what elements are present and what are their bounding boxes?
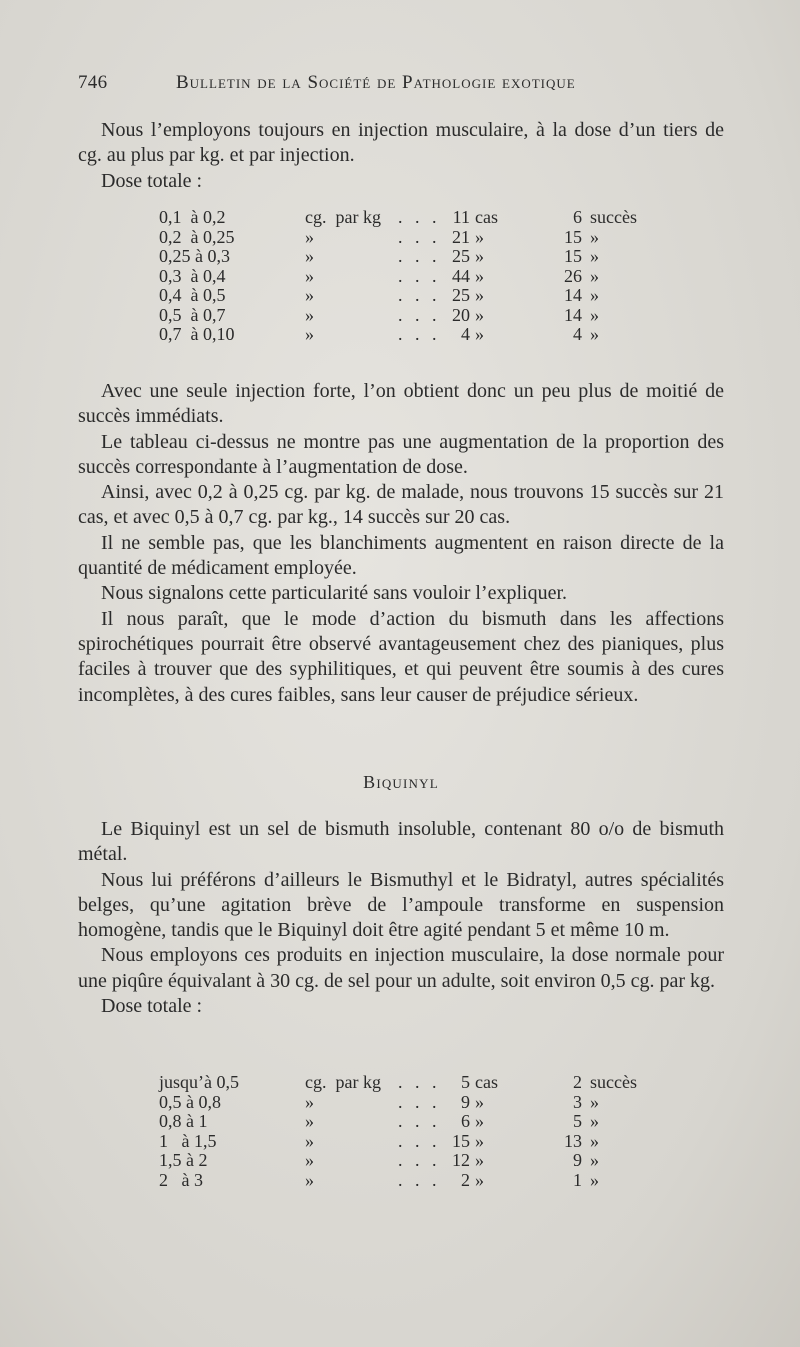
table-row xyxy=(0,267,800,287)
dose-range: 0,7 à 0,10 xyxy=(159,324,235,344)
cas-count: 44 xyxy=(452,265,470,286)
succes-count: 3 xyxy=(573,1091,582,1112)
cas-count: 21 xyxy=(452,226,470,247)
succes-suffix: » xyxy=(590,226,599,247)
dose-unit: » xyxy=(305,1091,314,1112)
dose-unit: » xyxy=(305,265,314,286)
dose-unit: » xyxy=(305,226,314,247)
succes-suffix: » xyxy=(590,1111,599,1131)
cas-suffix: » xyxy=(475,285,484,305)
paragraph: Nous lui préférons d’ailleurs le Bismuthyl et le Bidratyl, autres spécialités belges, qu’une agitation brève de l’ampoule transforme en suspension homogène, tandis que le Biquinyl doit être agité pendant 5 et même 10 m. xyxy=(78,868,724,942)
succes-count: 2 xyxy=(573,1072,582,1092)
dose-unit: » xyxy=(305,246,314,266)
paragraph: Il nous paraît, que le mode d’action du bismuth dans les affections spirochétiques pourrait être observé avantageusement chez des pianiques, plus faciles à trouver que des syphilitiques, et qui peuvent être soumis à des cures incomplètes, à des cures faibles, sans leur causer de préjudice sérieux. xyxy=(78,607,724,706)
succes-suffix: » xyxy=(590,1150,599,1170)
leader-dots: . . . xyxy=(398,1111,441,1131)
dose-unit: » xyxy=(305,324,314,344)
succes-count: 14 xyxy=(564,285,582,305)
cas-suffix: » xyxy=(475,1111,484,1131)
succes-count: 13 xyxy=(564,1130,582,1151)
table-row xyxy=(0,1132,800,1152)
paragraph: Ainsi, avec 0,2 à 0,25 cg. par kg. de malade, nous trouvons 15 succès sur 21 cas, et avec 0,5 à 0,7 cg. par kg., 14 succès sur 20 cas. xyxy=(78,481,724,529)
cas-count: 11 xyxy=(452,207,470,227)
cas-suffix: » xyxy=(475,304,484,325)
dose-range: jusqu’à 0,5 xyxy=(159,1072,239,1092)
cas-count: 12 xyxy=(452,1150,470,1170)
leader-dots: . . . xyxy=(398,1169,441,1190)
paragraph: Il ne semble pas, que les blanchiments augmentent en raison directe de la quantité de médicament employée. xyxy=(78,531,724,580)
body-block-2 xyxy=(78,817,724,1019)
succes-count: 6 xyxy=(573,207,582,227)
cas-suffix: » xyxy=(475,226,484,247)
succes-suffix: succès xyxy=(590,1072,637,1092)
succes-count: 5 xyxy=(573,1111,582,1131)
leader-dots: . . . xyxy=(398,1150,441,1170)
table-row xyxy=(0,228,800,248)
cas-suffix: » xyxy=(475,265,484,286)
table-row xyxy=(0,1112,800,1132)
cas-suffix: cas xyxy=(475,207,498,227)
dose-range: 1 à 1,5 xyxy=(159,1130,217,1151)
dose-range: 0,8 à 1 xyxy=(159,1111,208,1131)
dose-table-1 xyxy=(0,208,800,345)
dose-unit: » xyxy=(305,1169,314,1190)
dose-table-2 xyxy=(0,1073,800,1190)
succes-count: 15 xyxy=(564,246,582,266)
table-row xyxy=(0,1171,800,1191)
cas-count: 20 xyxy=(452,304,470,325)
cas-suffix: » xyxy=(475,1091,484,1112)
dose-unit: cg. par kg xyxy=(305,1072,381,1092)
dose-range: 0,5 à 0,8 xyxy=(159,1091,221,1112)
leader-dots: . . . xyxy=(398,1091,441,1112)
paragraph: Avec une seule injection forte, l’on obtient donc un peu plus de moitié de succès immédiats. xyxy=(78,380,724,428)
cas-suffix: » xyxy=(475,1150,484,1170)
cas-suffix: » xyxy=(475,1169,484,1190)
leader-dots: . . . xyxy=(398,226,441,247)
table-row xyxy=(0,1151,800,1171)
table-row xyxy=(0,208,800,228)
succes-count: 9 xyxy=(573,1150,582,1170)
paragraph: Le tableau ci-dessus ne montre pas une augmentation de la proportion des succès correspondante à l’augmentation de dose. xyxy=(78,430,724,478)
section-title: Biquinyl xyxy=(363,772,439,792)
dose-label: Dose totale : xyxy=(101,169,203,192)
dose-unit: » xyxy=(305,285,314,305)
leader-dots: . . . xyxy=(398,265,441,286)
intro-block xyxy=(78,118,724,194)
succes-count: 15 xyxy=(564,226,582,247)
leader-dots: . . . xyxy=(398,1130,441,1151)
leader-dots: . . . xyxy=(398,246,441,266)
dose-unit: » xyxy=(305,1150,314,1170)
cas-suffix: » xyxy=(475,324,484,344)
cas-suffix: » xyxy=(475,246,484,266)
dose-range: 0,2 à 0,25 xyxy=(159,226,235,247)
succes-suffix: » xyxy=(590,304,599,325)
succes-suffix: » xyxy=(590,1130,599,1151)
dose-unit: » xyxy=(305,1130,314,1151)
dose-range: 1,5 à 2 xyxy=(159,1150,208,1170)
paragraph: Le Biquinyl est un sel de bismuth insoluble, contenant 80 o/o de bismuth métal. xyxy=(78,818,724,866)
leader-dots: . . . xyxy=(398,1072,441,1092)
table-row xyxy=(0,306,800,326)
succes-suffix: » xyxy=(590,285,599,305)
table-row xyxy=(0,325,800,345)
journal-title: Bulletin de la Société de Pathologie exotique xyxy=(176,72,576,93)
dose-label: Dose totale : xyxy=(101,995,203,1018)
dose-range: 0,1 à 0,2 xyxy=(159,207,226,227)
leader-dots: . . . xyxy=(398,285,441,305)
succes-suffix: » xyxy=(590,1169,599,1190)
succes-suffix: » xyxy=(590,324,599,344)
succes-count: 26 xyxy=(564,265,582,286)
leader-dots: . . . xyxy=(398,324,441,344)
table-row xyxy=(0,1073,800,1093)
cas-count: 5 xyxy=(461,1072,470,1092)
dose-unit: cg. par kg xyxy=(305,207,381,227)
cas-suffix: cas xyxy=(475,1072,498,1092)
paragraph: Nous signalons cette particularité sans vouloir l’expliquer. xyxy=(101,582,567,605)
table-row xyxy=(0,247,800,267)
cas-count: 9 xyxy=(461,1091,470,1112)
dose-range: 0,25 à 0,3 xyxy=(159,246,230,266)
cas-count: 6 xyxy=(461,1111,470,1131)
page-number: 746 xyxy=(78,72,108,93)
cas-count: 2 xyxy=(461,1169,470,1190)
cas-count: 25 xyxy=(452,285,470,305)
succes-suffix: succès xyxy=(590,207,637,227)
succes-count: 1 xyxy=(573,1169,582,1190)
succes-suffix: » xyxy=(590,246,599,266)
succes-count: 4 xyxy=(573,324,582,344)
paragraph: Nous employons ces produits en injection musculaire, la dose normale pour une piqûre équivalant à 30 cg. de sel pour un adulte, soit environ 0,5 cg. par kg. xyxy=(78,944,724,992)
dose-unit: » xyxy=(305,304,314,325)
succes-suffix: » xyxy=(590,1091,599,1112)
succes-suffix: » xyxy=(590,265,599,286)
body-block-1 xyxy=(78,379,724,708)
leader-dots: . . . xyxy=(398,207,441,227)
dose-range: 2 à 3 xyxy=(159,1169,203,1190)
table-row xyxy=(0,1093,800,1113)
dose-range: 0,5 à 0,7 xyxy=(159,304,226,325)
cas-count: 25 xyxy=(452,246,470,266)
dose-range: 0,4 à 0,5 xyxy=(159,285,226,305)
table-row xyxy=(0,286,800,306)
dose-unit: » xyxy=(305,1111,314,1131)
intro-paragraph: Nous l’employons toujours en injection musculaire, à la dose d’un tiers de cg. au plus par kg. et par injection. xyxy=(78,119,724,167)
dose-range: 0,3 à 0,4 xyxy=(159,265,226,286)
cas-count: 15 xyxy=(452,1130,470,1151)
succes-count: 14 xyxy=(564,304,582,325)
cas-count: 4 xyxy=(461,324,470,344)
leader-dots: . . . xyxy=(398,304,441,325)
cas-suffix: » xyxy=(475,1130,484,1151)
